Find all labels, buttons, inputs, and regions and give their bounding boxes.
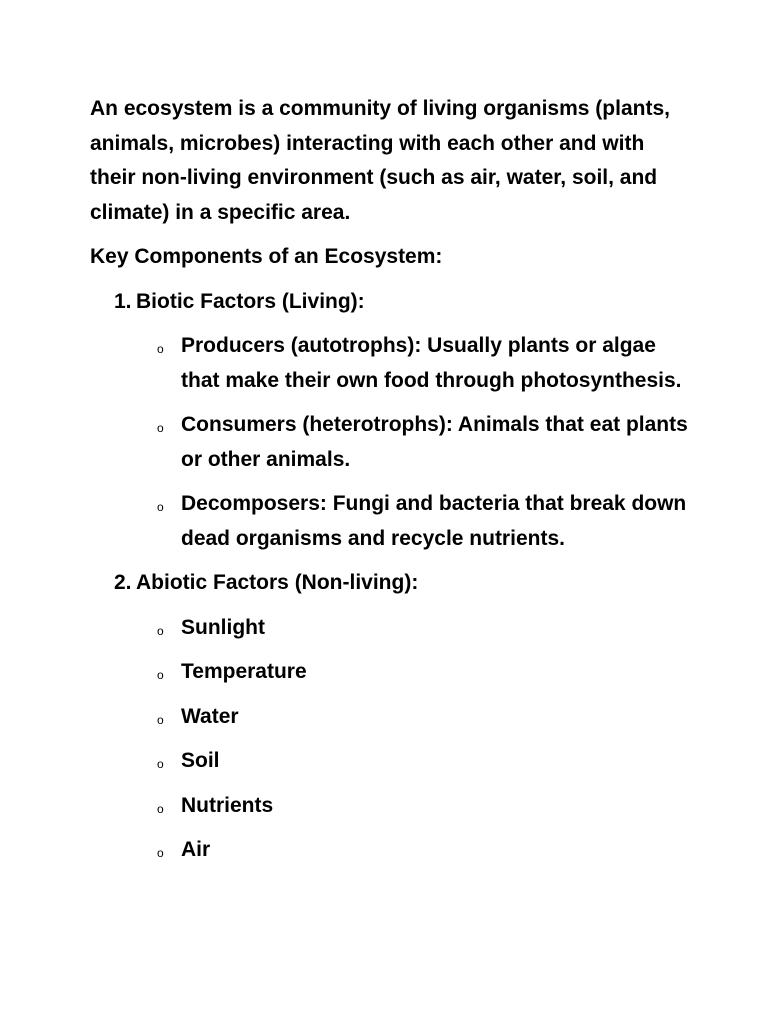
list-item-text: Soil (181, 749, 220, 772)
item-number: 1. (114, 289, 132, 313)
list-item-text: Water (181, 704, 239, 728)
abiotic-list (90, 611, 690, 868)
bullet-icon: o (157, 342, 164, 356)
list-item (90, 487, 690, 556)
list-item-text: Nutrients (181, 793, 274, 817)
list-item (90, 789, 690, 824)
item-title: Biotic Factors (Living): (136, 289, 365, 313)
numbered-item-biotic (90, 285, 690, 320)
biotic-list (90, 329, 690, 556)
list-item (90, 329, 690, 398)
intro-paragraph: An ecosystem is a community of living organisms (plants, animals, microbes) interacting with each other and with their non-living environment (such as air, water, soil, and climate) in a specific area. (90, 97, 670, 224)
bullet-icon: o (157, 623, 164, 638)
list-item (90, 833, 690, 868)
list-item (90, 655, 690, 690)
section-heading: Key Components of an Ecosystem: (90, 245, 443, 268)
list-item (90, 408, 690, 477)
bullet-icon: o (157, 668, 164, 682)
document-page (90, 92, 690, 878)
numbered-item-abiotic (90, 566, 690, 601)
item-title: Abiotic Factors (Non-living): (136, 571, 419, 594)
list-item-text: Decomposers: Fungi and bacteria that break down dead organisms and recycle nutrients. (181, 492, 687, 550)
list-item (90, 700, 690, 735)
bullet-icon: o (157, 801, 164, 816)
list-item-text: Producers (autotrophs): Usually plants or algae that make their own food through photosynthesis. (181, 334, 682, 392)
list-item-text: Sunlight (181, 615, 265, 639)
bullet-icon: o (157, 421, 164, 435)
list-item-text: Air (181, 838, 211, 861)
bullet-icon: o (157, 712, 164, 727)
bullet-icon: o (157, 757, 164, 771)
list-item (90, 611, 690, 646)
item-number: 2. (114, 571, 132, 594)
bullet-icon: o (157, 846, 164, 860)
bullet-icon: o (157, 500, 164, 514)
list-item-text: Temperature (181, 660, 307, 683)
list-item-text: Consumers (heterotrophs): Animals that eat plants or other animals. (181, 413, 688, 471)
list-item (90, 744, 690, 779)
